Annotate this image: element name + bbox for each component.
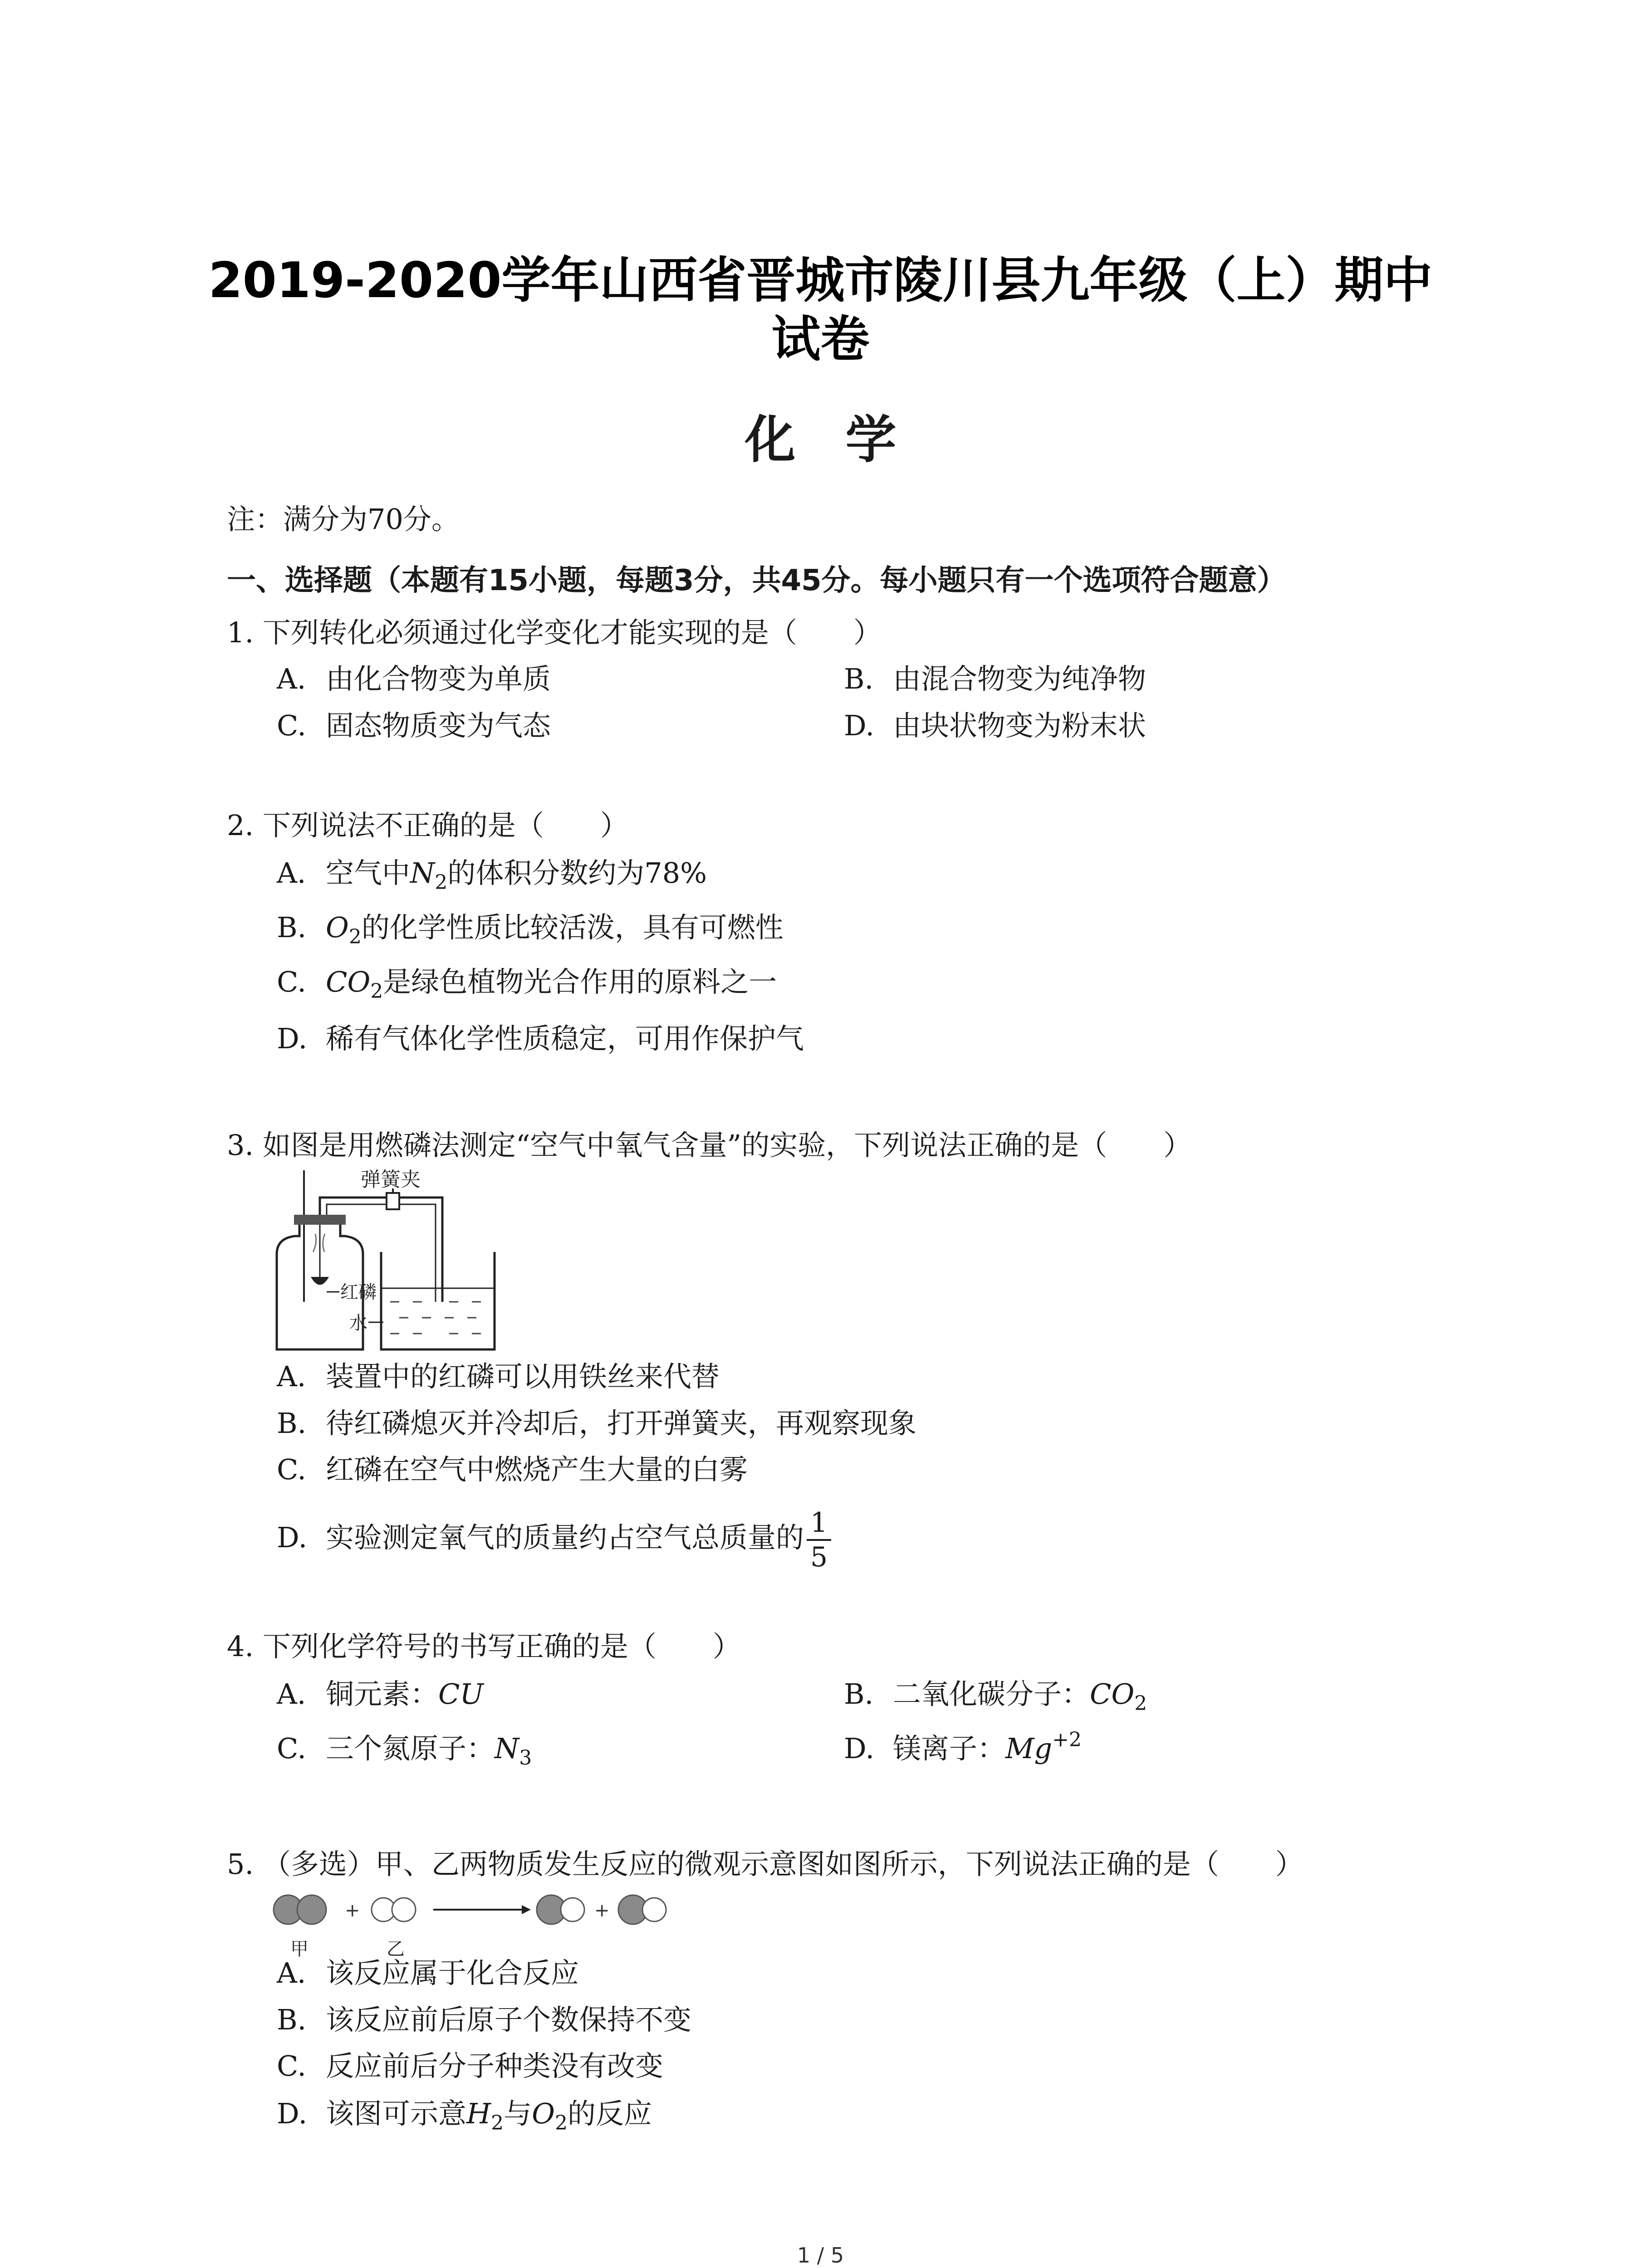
chem-symbol: Mg <box>1005 1732 1053 1765</box>
option-text: 的反应 <box>567 2097 652 2130</box>
reaction-micro-diagram <box>268 1882 699 1964</box>
option-text: 该反应属于化合反应 <box>326 1956 579 1989</box>
q2-option-b <box>277 911 784 948</box>
option-text: 铜元素： <box>326 1677 439 1711</box>
option-text: 空气中 <box>326 856 411 890</box>
option-letter: C. <box>277 965 306 998</box>
q4-stem: 4. 下列化学符号的书写正确的是（ ） <box>227 1630 741 1663</box>
option-text: 稀有气体化学性质稳定，可用作保护气 <box>326 1022 804 1055</box>
subject-title: 化学 <box>745 411 946 469</box>
chem-symbol: CU <box>438 1677 484 1711</box>
q5-option-a <box>277 1957 579 1989</box>
q1-stem: 1. 下列转化必须通过化学变化才能实现的是（ ） <box>227 616 882 649</box>
phosphorus-label: 红磷 <box>340 1282 377 1303</box>
q1-option-c <box>277 710 551 742</box>
fraction-one-fifth <box>807 1506 831 1574</box>
q5-option-c <box>277 2050 663 2082</box>
section-heading: 一、选择题（本题有15小题，每题3分，共45分。每小题只有一个选项符合题意） <box>227 564 1286 597</box>
option-letter: A. <box>277 1956 306 1989</box>
q3-option-c <box>277 1454 748 1486</box>
svg-text:+: + <box>594 1900 610 1921</box>
q3-option-d <box>277 1501 831 1574</box>
chem-superscript: +2 <box>1052 1728 1082 1751</box>
option-text: 由块状物变为粉末状 <box>893 709 1146 742</box>
q5-stem: 5. （多选）甲、乙两物质发生反应的微观示意图如图所示，下列说法正确的是（ ） <box>227 1848 1303 1881</box>
fraction-numerator: 1 <box>807 1506 831 1541</box>
chem-symbol: O <box>532 2097 555 2130</box>
option-text: 三个氮原子： <box>326 1732 495 1765</box>
option-letter: B. <box>844 1677 874 1711</box>
option-text: 该反应前后原子个数保持不变 <box>326 2003 692 2036</box>
option-text: 固态物质变为气态 <box>326 709 551 742</box>
option-letter: B. <box>844 662 874 695</box>
option-text: 的化学性质比较活泼，具有可燃性 <box>361 911 784 944</box>
option-text: 红磷在空气中燃烧产生大量的白雾 <box>326 1453 748 1486</box>
option-letter: C. <box>277 2049 306 2082</box>
option-text: 由混合物变为纯净物 <box>893 662 1146 695</box>
q2-option-a <box>277 856 707 894</box>
reactant-a-label: 甲 <box>290 1939 309 1960</box>
q1-option-d <box>844 710 1146 742</box>
option-letter: C. <box>277 1453 306 1486</box>
chem-subscript: 2 <box>348 925 362 948</box>
option-letter: C. <box>277 1732 306 1765</box>
option-letter: D. <box>277 1022 308 1055</box>
q5-option-d <box>277 2097 652 2135</box>
option-letter: A. <box>277 1677 306 1711</box>
reactant-b-label: 乙 <box>387 1939 405 1960</box>
exam-title-line2: 试卷 <box>771 311 870 368</box>
option-letter: B. <box>277 1407 307 1440</box>
fraction-denominator: 5 <box>810 1541 828 1573</box>
option-letter: D. <box>844 709 875 742</box>
q4-option-c <box>277 1732 532 1769</box>
exam-title-line1: 2019-2020学年山西省晋城市陵川县九年级（上）期中 <box>208 252 1433 309</box>
chem-subscript: 2 <box>1134 1692 1147 1715</box>
option-letter: A. <box>277 1360 306 1393</box>
option-letter: D. <box>844 1732 875 1765</box>
option-text: 反应前后分子种类没有改变 <box>326 2049 664 2082</box>
chem-symbol: N <box>410 856 435 890</box>
option-letter: D. <box>277 1521 308 1554</box>
page-number: 1 / 5 <box>797 2243 844 2268</box>
q3-option-a <box>277 1361 720 1393</box>
chem-subscript: 2 <box>554 2112 568 2135</box>
q2-option-c <box>277 965 777 1003</box>
chem-symbol: O <box>326 911 349 944</box>
option-text: 的体积分数约为78% <box>447 856 707 890</box>
clip-label: 弹簧夹 <box>361 1168 421 1191</box>
chem-symbol: N <box>495 1732 519 1765</box>
score-note: 注：满分为70分。 <box>227 503 460 536</box>
chem-subscript: 2 <box>435 871 448 894</box>
chem-symbol: H <box>466 2097 491 2130</box>
option-text: 实验测定氧气的质量约占空气总质量的 <box>326 1521 804 1554</box>
phosphorus-apparatus-figure <box>268 1166 594 1356</box>
q1-option-b <box>844 663 1146 695</box>
option-letter: A. <box>277 662 306 695</box>
chem-subscript: 2 <box>370 980 383 1003</box>
q5-option-b <box>277 2004 691 2036</box>
option-text: 该图可示意 <box>326 2097 467 2130</box>
option-text: 装置中的红磷可以用铁丝来代替 <box>326 1360 720 1393</box>
q2-option-d <box>277 1023 804 1055</box>
option-text: 镁离子： <box>893 1732 1006 1765</box>
q3-option-b <box>277 1408 916 1439</box>
chem-subscript: 2 <box>491 2112 504 2135</box>
q4-option-d <box>844 1728 1082 1765</box>
q1-option-a <box>277 663 551 695</box>
q2-stem: 2. 下列说法不正确的是（ ） <box>227 809 628 842</box>
chem-symbol: CO <box>326 965 371 998</box>
svg-text:+: + <box>345 1900 360 1921</box>
option-text: 待红磷熄灭并冷却后，打开弹簧夹，再观察现象 <box>326 1407 917 1440</box>
chem-subscript: 3 <box>519 1746 532 1769</box>
q4-option-a <box>277 1678 484 1710</box>
option-text: 与 <box>504 2097 532 2130</box>
chem-symbol: CO <box>1090 1677 1135 1711</box>
option-letter: D. <box>277 2097 308 2130</box>
q3-stem: 3. 如图是用燃磷法测定“空气中氧气含量”的实验，下列说法正确的是（ ） <box>227 1129 1192 1162</box>
option-letter: B. <box>277 2003 307 2036</box>
option-text: 由化合物变为单质 <box>326 662 551 695</box>
water-label: 水 <box>349 1313 367 1334</box>
option-letter: A. <box>277 856 306 890</box>
option-letter: B. <box>277 911 307 944</box>
option-text: 是绿色植物光合作用的原料之一 <box>383 965 777 998</box>
q4-option-b <box>844 1677 1147 1715</box>
option-letter: C. <box>277 709 306 742</box>
option-text: 二氧化碳分子： <box>893 1677 1090 1711</box>
